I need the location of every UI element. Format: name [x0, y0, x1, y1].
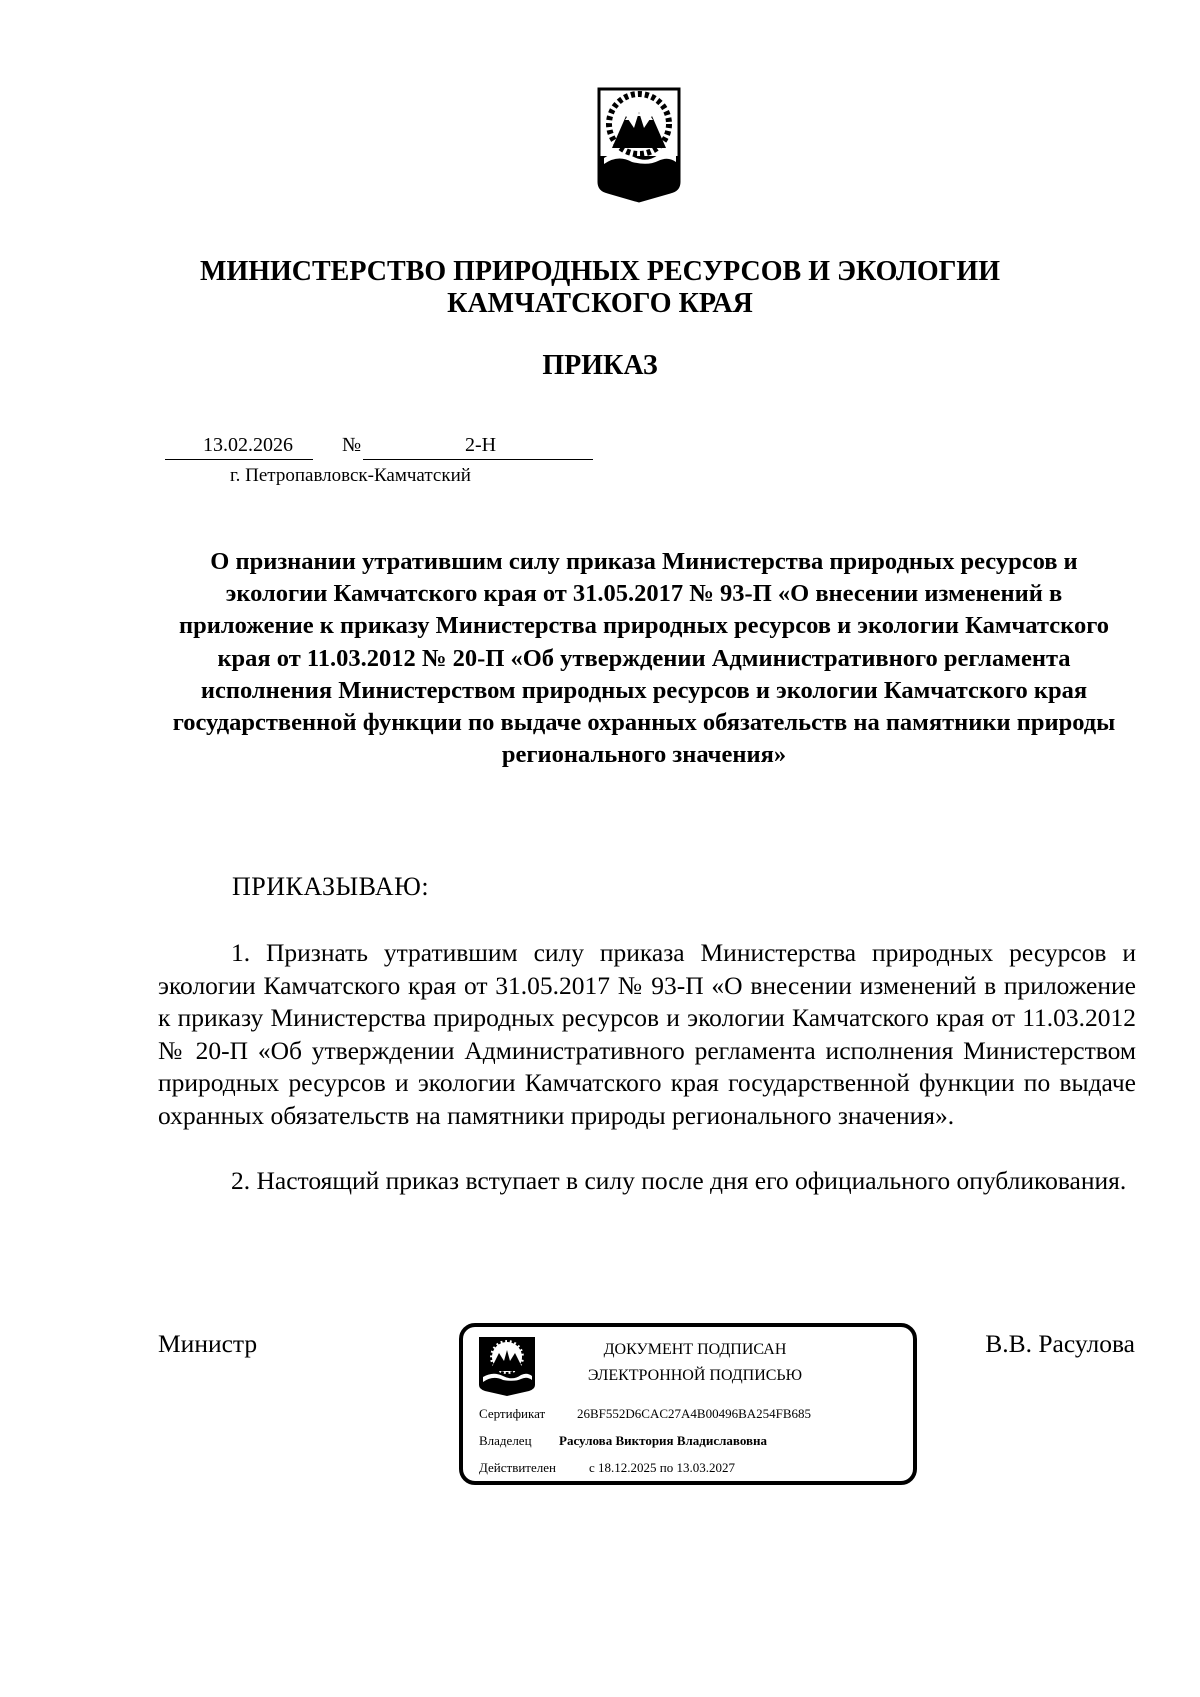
document-date: 13.02.2026 — [203, 434, 293, 456]
orders-heading: ПРИКАЗЫВАЮ: — [232, 872, 430, 901]
certificate-value: 26BF552D6CAC27A4B00496BA254FB685 — [577, 1406, 812, 1421]
number-sign: № — [342, 434, 362, 456]
validity-value: с 18.12.2025 по 13.03.2027 — [589, 1460, 735, 1475]
stamp-emblem-icon — [477, 1335, 537, 1397]
date-number-line — [165, 434, 595, 460]
certificate-label: Сертификат — [479, 1406, 546, 1421]
electronic-signature-stamp — [459, 1323, 917, 1485]
owner-label: Владелец — [479, 1433, 532, 1448]
ministry-title-line1: МИНИСТЕРСТВО ПРИРОДНЫХ РЕСУРСОВ И ЭКОЛОГИИ — [200, 256, 1000, 287]
paragraph-1: 1. Признать утратившим силу приказа Министерства природных ресурсов и экологии Камчатского края от 31.05.2017 № 93-П «О внесении изменений в приложение к приказу Министерства природных ресурсов и экологии Камчатского края от 11.03.2012 № 20-П «Об утверждении Административного регламента исполнения Министерством природных ресурсов и экологии Камчатского края государственной функции по выдаче охранных обязательств на памятники природы регионального значения». — [158, 938, 1136, 1130]
number-underline — [363, 459, 593, 460]
city: г. Петропавловск-Камчатский — [230, 465, 471, 486]
paragraph-2: 2. Настоящий приказ вступает в силу после дня его официального опубликования. — [231, 1166, 1127, 1195]
stamp-title-line1: ДОКУМЕНТ ПОДПИСАН — [603, 1341, 787, 1358]
document-subject: О признании утратившим силу приказа Министерства природных ресурсов и экологии Камчатского края от 31.05.2017 № 93-П «О внесении изменений в приложение к приказу Министерства природных ресурсов и экологии Камчатского края от 11.03.2012 № 20-П «Об утверждении Административного регламента исполнения Министерством природных ресурсов и экологии Камчатского края государственной функции по выдаче охранных обязательств на памятники природы регионального значения» — [172, 548, 1116, 769]
validity-label: Действителен — [479, 1460, 556, 1475]
ministry-title — [100, 256, 1100, 320]
stamp-certificate-row — [479, 1406, 811, 1422]
ministry-title-line2: КАМЧАТСКОГО КРАЯ — [447, 288, 753, 319]
owner-value: Расулова Виктория Владиславовна — [559, 1433, 768, 1448]
document-number: 2-Н — [465, 434, 497, 456]
coat-of-arms-icon — [596, 86, 682, 204]
document-type: ПРИКАЗ — [542, 350, 658, 381]
stamp-title-line2: ЭЛЕКТРОННОЙ ПОДПИСЬЮ — [587, 1367, 803, 1384]
date-underline — [165, 459, 313, 460]
signer-position: Министр — [158, 1329, 258, 1358]
stamp-owner-row — [479, 1433, 767, 1449]
stamp-validity-row — [479, 1460, 735, 1476]
signer-name: В.В. Расулова — [985, 1329, 1135, 1358]
